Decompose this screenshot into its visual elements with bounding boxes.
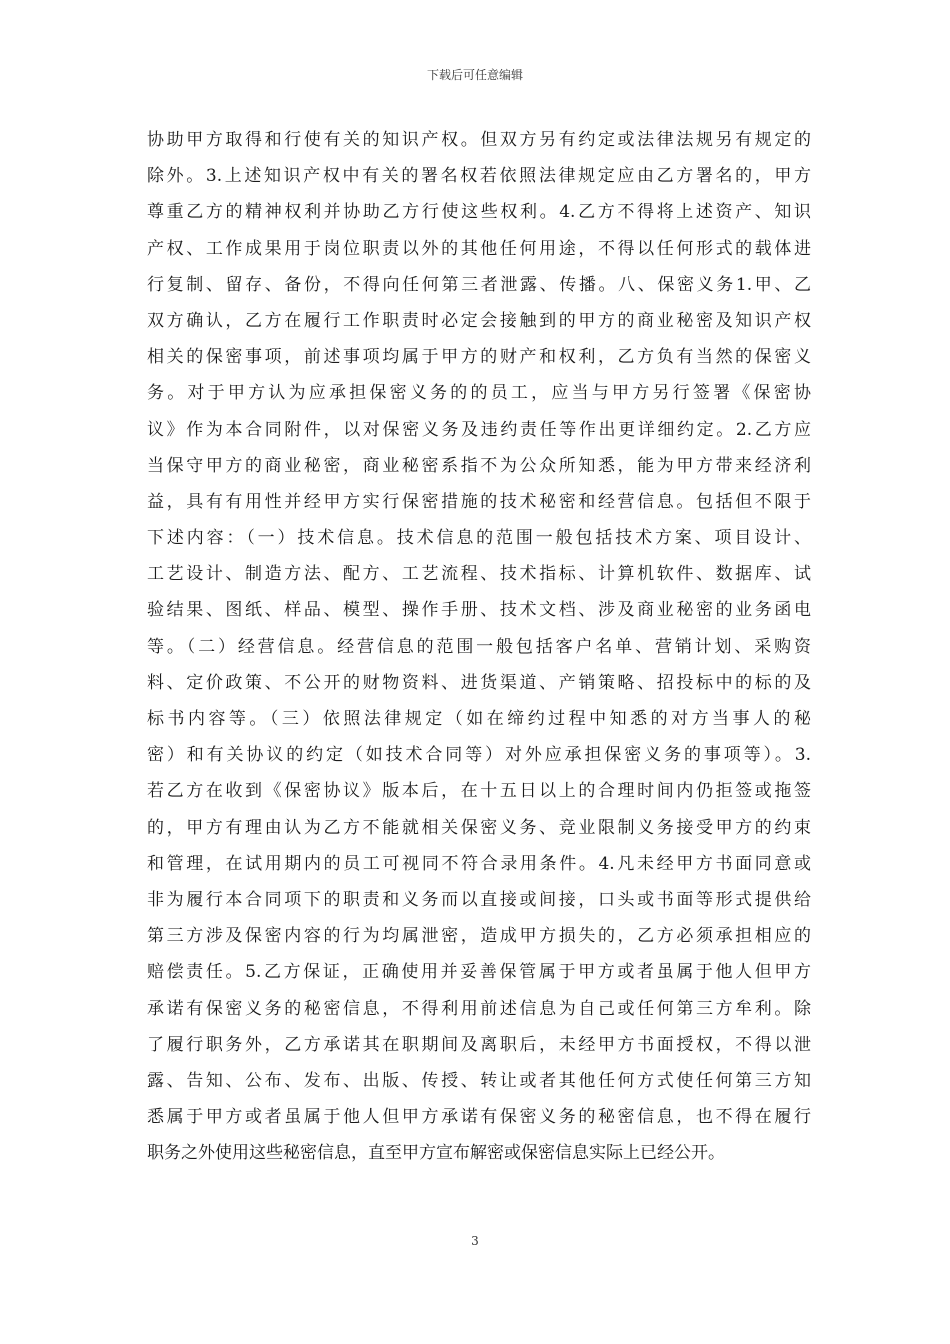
text-line: 标书内容等。（三）依照法律规定（如在缔约过程中知悉的对方当事人的秘 [147, 709, 811, 729]
text-line: 产权、工作成果用于岗位职责以外的其他任何用途，不得以任何形式的载体进 [147, 238, 811, 259]
text-line: 露、告知、公布、发布、出版、传授、转让或者其他任何方式使任何第三方知 [147, 1070, 811, 1091]
document-body [147, 122, 811, 1171]
text-line: 料、定价政策、不公开的财物资料、进货渠道、产销策略、招投标中的标的及 [147, 672, 811, 693]
text-line: 尊重乙方的精神权利并协助乙方行使这些权利。4.乙方不得将上述资产、知识 [147, 202, 811, 223]
text-line: 双方确认，乙方在履行工作职责时必定会接触到的甲方的商业秘密及知识产权 [147, 310, 811, 331]
text-line: 工艺设计、制造方法、配方、工艺流程、技术指标、计算机软件、数据库、试 [147, 564, 811, 585]
text-line: 除外。3.上述知识产权中有关的署名权若依照法律规定应由乙方署名的，甲方 [147, 166, 811, 187]
text-line: 下述内容：（一）技术信息。技术信息的范围一般包括技术方案、项目设计、 [147, 528, 811, 549]
text-line: 职务之外使用这些秘密信息，直至甲方宣布解密或保密信息实际上已经公开。 [147, 1143, 725, 1164]
text-line: 非为履行本合同项下的职责和义务而以直接或间接，口头或书面等形式提供给 [147, 889, 811, 910]
text-line: 了履行职务外，乙方承诺其在职期间及离职后，未经甲方书面授权，不得以泄 [147, 1034, 811, 1055]
text-line: 当保守甲方的商业秘密，商业秘密系指不为公众所知悉，能为甲方带来经济利 [147, 455, 811, 476]
text-line: 务。对于甲方认为应承担保密义务的的员工，应当与甲方另行签署《保密协 [147, 383, 811, 404]
text-line: 议》作为本合同附件，以对保密义务及违约责任等作出更详细约定。2.乙方应 [147, 419, 811, 440]
text-line: 赔偿责任。5.乙方保证，正确使用并妥善保管属于甲方或者虽属于他人但甲方 [147, 962, 811, 983]
text-line: 协助甲方取得和行使有关的知识产权。但双方另有约定或法律法规另有规定的 [147, 130, 811, 150]
text-line: 悉属于甲方或者虽属于他人但甲方承诺有保密义务的秘密信息，也不得在履行 [147, 1107, 811, 1128]
text-line: 的，甲方有理由认为乙方不能就相关保密义务、竞业限制义务接受甲方的约束 [147, 817, 811, 838]
page-header: 下载后可任意编辑 [426, 68, 523, 82]
text-line: 验结果、图纸、样品、模型、操作手册、技术文档、涉及商业秘密的业务函电 [147, 600, 811, 621]
text-line: 密）和有关协议的约定（如技术合同等）对外应承担保密义务的事项等）。3. [147, 745, 811, 766]
text-line: 承诺有保密义务的秘密信息，不得利用前述信息为自己或任何第三方牟利。除 [147, 998, 811, 1019]
text-line: 益，具有有用性并经甲方实行保密措施的技术秘密和经营信息。包括但不限于 [147, 491, 811, 512]
page-number: 3 [471, 1234, 479, 1248]
text-line: 和管理，在试用期内的员工可视同不符合录用条件。4.凡未经甲方书面同意或 [147, 853, 811, 874]
text-line: 等。（二）经营信息。经营信息的范围一般包括客户名单、营销计划、采购资 [147, 636, 811, 657]
text-line: 第三方涉及保密内容的行为均属泄密，造成甲方损失的，乙方必须承担相应的 [147, 926, 811, 947]
text-line: 相关的保密事项，前述事项均属于甲方的财产和权利，乙方负有当然的保密义 [147, 347, 811, 368]
text-line: 行复制、留存、备份，不得向任何第三者泄露、传播。八、保密义务1.甲、乙 [147, 274, 811, 295]
text-line: 若乙方在收到《保密协议》版本后，在十五日以上的合理时间内仍拒签或拖签 [147, 781, 811, 802]
